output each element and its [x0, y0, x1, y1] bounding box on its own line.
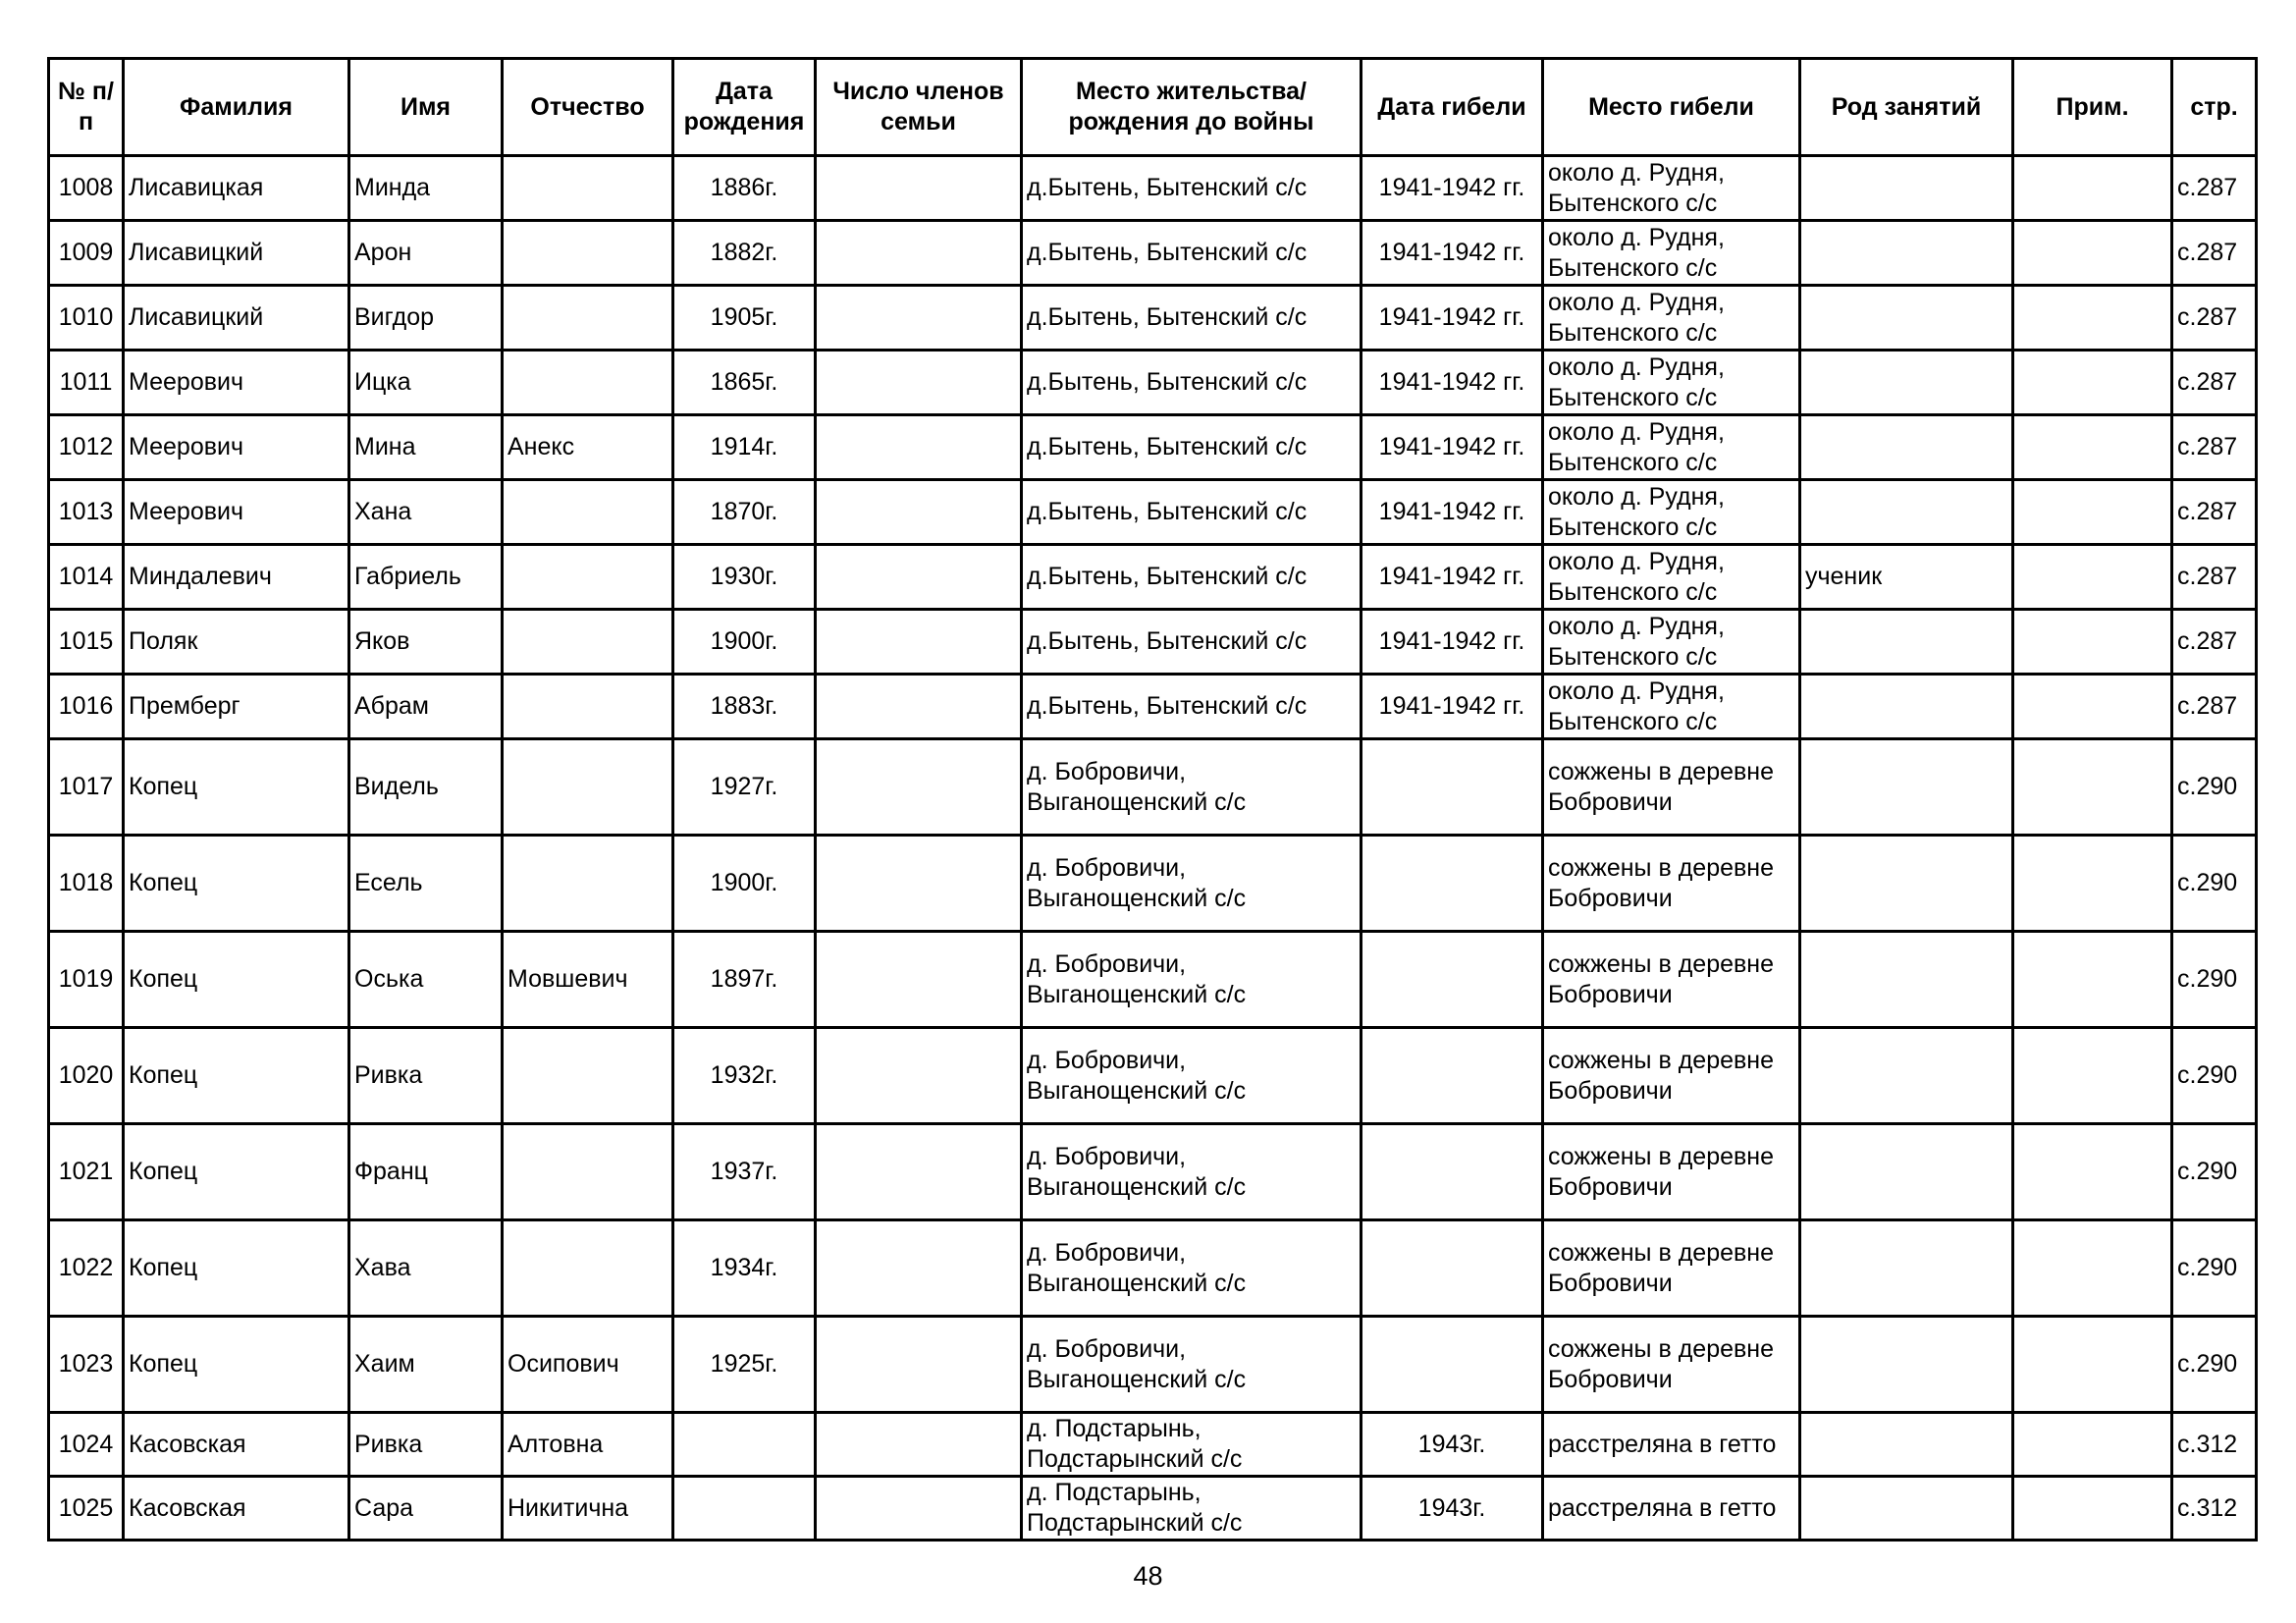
cell-death-date	[1362, 1317, 1543, 1413]
cell-note	[2013, 1124, 2172, 1220]
table-row	[49, 1413, 2257, 1477]
cell-patronymic	[503, 610, 673, 675]
cell-occupation	[1800, 156, 2013, 221]
cell-birth: 1883г.	[673, 675, 816, 739]
cell-occupation	[1800, 1220, 2013, 1317]
cell-occupation	[1800, 739, 2013, 836]
cell-num: 1009	[49, 221, 124, 286]
table-row	[49, 1220, 2257, 1317]
cell-residence: д. Подстарынь, Подстарынский с/с	[1022, 1477, 1362, 1541]
cell-death-place: около д. Рудня, Бытенского с/с	[1543, 675, 1800, 739]
cell-death-date: 1941-1942 гг.	[1362, 675, 1543, 739]
cell-note	[2013, 480, 2172, 545]
cell-note	[2013, 1413, 2172, 1477]
table-row	[49, 610, 2257, 675]
cell-family	[816, 221, 1022, 286]
cell-death-place: сожжены в деревне Бобровичи	[1543, 739, 1800, 836]
cell-num: 1013	[49, 480, 124, 545]
cell-family	[816, 415, 1022, 480]
table-row	[49, 675, 2257, 739]
cell-name: Минда	[349, 156, 503, 221]
cell-note	[2013, 545, 2172, 610]
col-header-surname: Фамилия	[124, 59, 349, 156]
cell-page: с.287	[2172, 545, 2257, 610]
cell-page: с.287	[2172, 156, 2257, 221]
cell-residence: д.Бытень, Бытенский с/с	[1022, 610, 1362, 675]
cell-patronymic: Никитична	[503, 1477, 673, 1541]
cell-name: Есель	[349, 836, 503, 932]
cell-num: 1025	[49, 1477, 124, 1541]
cell-family	[816, 156, 1022, 221]
cell-residence: д.Бытень, Бытенский с/с	[1022, 221, 1362, 286]
col-header-occupation: Род занятий	[1800, 59, 2013, 156]
cell-name: Ривка	[349, 1413, 503, 1477]
cell-residence: д. Бобровичи, Выганощенский с/с	[1022, 1317, 1362, 1413]
cell-patronymic	[503, 545, 673, 610]
cell-page: с.290	[2172, 932, 2257, 1028]
cell-num: 1012	[49, 415, 124, 480]
cell-num: 1011	[49, 351, 124, 415]
cell-occupation	[1800, 1477, 2013, 1541]
cell-note	[2013, 221, 2172, 286]
table-row	[49, 545, 2257, 610]
cell-death-date: 1941-1942 гг.	[1362, 545, 1543, 610]
cell-death-date: 1941-1942 гг.	[1362, 221, 1543, 286]
cell-death-place: около д. Рудня, Бытенского с/с	[1543, 415, 1800, 480]
cell-patronymic	[503, 480, 673, 545]
cell-birth: 1900г.	[673, 836, 816, 932]
cell-surname: Лисавицкий	[124, 221, 349, 286]
col-header-residence: Место жительства/рождения до войны	[1022, 59, 1362, 156]
cell-death-place: сожжены в деревне Бобровичи	[1543, 1317, 1800, 1413]
cell-num: 1018	[49, 836, 124, 932]
cell-name: Франц	[349, 1124, 503, 1220]
cell-occupation	[1800, 221, 2013, 286]
cell-name: Оська	[349, 932, 503, 1028]
cell-death-place: сожжены в деревне Бобровичи	[1543, 836, 1800, 932]
cell-death-date	[1362, 1220, 1543, 1317]
cell-occupation	[1800, 1028, 2013, 1124]
cell-death-place: около д. Рудня, Бытенского с/с	[1543, 480, 1800, 545]
cell-patronymic	[503, 351, 673, 415]
cell-residence: д.Бытень, Бытенский с/с	[1022, 545, 1362, 610]
cell-occupation	[1800, 1124, 2013, 1220]
cell-birth: 1932г.	[673, 1028, 816, 1124]
cell-birth: 1927г.	[673, 739, 816, 836]
cell-patronymic	[503, 1220, 673, 1317]
cell-name: Хаим	[349, 1317, 503, 1413]
col-header-note: Прим.	[2013, 59, 2172, 156]
cell-surname: Лисавицкая	[124, 156, 349, 221]
cell-occupation	[1800, 1317, 2013, 1413]
cell-num: 1015	[49, 610, 124, 675]
table-row	[49, 1124, 2257, 1220]
victims-table	[47, 57, 2258, 1542]
cell-family	[816, 932, 1022, 1028]
cell-page: с.287	[2172, 675, 2257, 739]
cell-patronymic: Осипович	[503, 1317, 673, 1413]
cell-page: с.290	[2172, 739, 2257, 836]
cell-num: 1022	[49, 1220, 124, 1317]
cell-death-date	[1362, 836, 1543, 932]
cell-birth: 1937г.	[673, 1124, 816, 1220]
cell-death-date	[1362, 1028, 1543, 1124]
table-body	[49, 156, 2257, 1541]
cell-patronymic: Анекс	[503, 415, 673, 480]
cell-note	[2013, 156, 2172, 221]
cell-death-place: около д. Рудня, Бытенского с/с	[1543, 545, 1800, 610]
cell-death-date: 1943г.	[1362, 1413, 1543, 1477]
cell-surname: Копец	[124, 836, 349, 932]
cell-occupation	[1800, 932, 2013, 1028]
cell-occupation	[1800, 1413, 2013, 1477]
cell-birth: 1914г.	[673, 415, 816, 480]
cell-name: Ицка	[349, 351, 503, 415]
cell-note	[2013, 415, 2172, 480]
cell-num: 1019	[49, 932, 124, 1028]
cell-note	[2013, 1028, 2172, 1124]
cell-page: с.287	[2172, 351, 2257, 415]
table-row	[49, 221, 2257, 286]
cell-birth: 1930г.	[673, 545, 816, 610]
cell-patronymic	[503, 836, 673, 932]
cell-residence: д. Бобровичи, Выганощенский с/с	[1022, 1124, 1362, 1220]
cell-occupation: ученик	[1800, 545, 2013, 610]
cell-death-place: около д. Рудня, Бытенского с/с	[1543, 221, 1800, 286]
cell-birth: 1900г.	[673, 610, 816, 675]
col-header-birth: Дата рождения	[673, 59, 816, 156]
cell-family	[816, 675, 1022, 739]
cell-death-place: сожжены в деревне Бобровичи	[1543, 1124, 1800, 1220]
cell-death-place: около д. Рудня, Бытенского с/с	[1543, 286, 1800, 351]
cell-surname: Меерович	[124, 415, 349, 480]
cell-note	[2013, 932, 2172, 1028]
cell-patronymic	[503, 286, 673, 351]
cell-surname: Копец	[124, 932, 349, 1028]
cell-family	[816, 739, 1022, 836]
cell-patronymic	[503, 221, 673, 286]
col-header-num: № п/п	[49, 59, 124, 156]
cell-patronymic	[503, 675, 673, 739]
page-number: 48	[1133, 1561, 1163, 1591]
cell-occupation	[1800, 480, 2013, 545]
cell-residence: д. Бобровичи, Выганощенский с/с	[1022, 836, 1362, 932]
cell-patronymic	[503, 1124, 673, 1220]
cell-death-date	[1362, 1124, 1543, 1220]
cell-patronymic: Алтовна	[503, 1413, 673, 1477]
cell-name: Видель	[349, 739, 503, 836]
cell-name: Яков	[349, 610, 503, 675]
cell-page: с.287	[2172, 480, 2257, 545]
cell-page: с.290	[2172, 1028, 2257, 1124]
cell-birth: 1886г.	[673, 156, 816, 221]
cell-name: Вигдор	[349, 286, 503, 351]
col-header-family: Число членов семьи	[816, 59, 1022, 156]
cell-death-place: расстреляна в гетто	[1543, 1477, 1800, 1541]
cell-surname: Копец	[124, 1317, 349, 1413]
cell-death-date	[1362, 739, 1543, 836]
cell-num: 1024	[49, 1413, 124, 1477]
cell-note	[2013, 1317, 2172, 1413]
cell-family	[816, 545, 1022, 610]
col-header-death-place: Место гибели	[1543, 59, 1800, 156]
cell-page: с.287	[2172, 415, 2257, 480]
cell-patronymic: Мовшевич	[503, 932, 673, 1028]
cell-surname: Касовская	[124, 1413, 349, 1477]
cell-residence: д. Бобровичи, Выганощенский с/с	[1022, 932, 1362, 1028]
cell-surname: Лисавицкий	[124, 286, 349, 351]
cell-birth	[673, 1477, 816, 1541]
cell-death-date: 1941-1942 гг.	[1362, 286, 1543, 351]
cell-page: с.312	[2172, 1413, 2257, 1477]
cell-page: с.290	[2172, 1220, 2257, 1317]
cell-residence: д. Бобровичи, Выганощенский с/с	[1022, 739, 1362, 836]
cell-note	[2013, 1220, 2172, 1317]
cell-surname: Копец	[124, 739, 349, 836]
cell-name: Арон	[349, 221, 503, 286]
cell-birth: 1925г.	[673, 1317, 816, 1413]
cell-note	[2013, 610, 2172, 675]
cell-death-date: 1941-1942 гг.	[1362, 351, 1543, 415]
cell-family	[816, 480, 1022, 545]
cell-num: 1014	[49, 545, 124, 610]
cell-occupation	[1800, 415, 2013, 480]
cell-residence: д.Бытень, Бытенский с/с	[1022, 286, 1362, 351]
cell-surname: Копец	[124, 1124, 349, 1220]
cell-birth	[673, 1413, 816, 1477]
cell-name: Сара	[349, 1477, 503, 1541]
cell-num: 1020	[49, 1028, 124, 1124]
cell-family	[816, 836, 1022, 932]
cell-death-date: 1943г.	[1362, 1477, 1543, 1541]
cell-death-place: сожжены в деревне Бобровичи	[1543, 1220, 1800, 1317]
cell-residence: д. Бобровичи, Выганощенский с/с	[1022, 1220, 1362, 1317]
table-row	[49, 836, 2257, 932]
table-row	[49, 739, 2257, 836]
cell-family	[816, 1124, 1022, 1220]
cell-page: с.287	[2172, 221, 2257, 286]
table-row	[49, 480, 2257, 545]
cell-surname: Копец	[124, 1220, 349, 1317]
col-header-name: Имя	[349, 59, 503, 156]
cell-surname: Миндалевич	[124, 545, 349, 610]
cell-family	[816, 610, 1022, 675]
cell-death-place: около д. Рудня, Бытенского с/с	[1543, 610, 1800, 675]
cell-family	[816, 1413, 1022, 1477]
cell-note	[2013, 286, 2172, 351]
cell-residence: д.Бытень, Бытенский с/с	[1022, 675, 1362, 739]
cell-residence: д.Бытень, Бытенский с/с	[1022, 480, 1362, 545]
cell-num: 1010	[49, 286, 124, 351]
cell-name: Габриель	[349, 545, 503, 610]
cell-patronymic	[503, 739, 673, 836]
cell-surname: Меерович	[124, 351, 349, 415]
cell-num: 1008	[49, 156, 124, 221]
cell-residence: д.Бытень, Бытенский с/с	[1022, 415, 1362, 480]
cell-occupation	[1800, 675, 2013, 739]
cell-birth: 1897г.	[673, 932, 816, 1028]
cell-patronymic	[503, 1028, 673, 1124]
table-row	[49, 286, 2257, 351]
cell-note	[2013, 675, 2172, 739]
cell-death-date: 1941-1942 гг.	[1362, 156, 1543, 221]
cell-occupation	[1800, 286, 2013, 351]
table-row	[49, 932, 2257, 1028]
cell-death-place: расстреляна в гетто	[1543, 1413, 1800, 1477]
cell-num: 1021	[49, 1124, 124, 1220]
cell-name: Мина	[349, 415, 503, 480]
table-row	[49, 1028, 2257, 1124]
table-row	[49, 1477, 2257, 1541]
cell-occupation	[1800, 351, 2013, 415]
cell-residence: д.Бытень, Бытенский с/с	[1022, 351, 1362, 415]
cell-residence: д. Бобровичи, Выганощенский с/с	[1022, 1028, 1362, 1124]
col-header-page: стр.	[2172, 59, 2257, 156]
cell-page: с.290	[2172, 1317, 2257, 1413]
cell-death-date: 1941-1942 гг.	[1362, 610, 1543, 675]
cell-death-date: 1941-1942 гг.	[1362, 480, 1543, 545]
cell-page: с.287	[2172, 610, 2257, 675]
cell-num: 1016	[49, 675, 124, 739]
cell-birth: 1870г.	[673, 480, 816, 545]
cell-family	[816, 351, 1022, 415]
cell-death-place: около д. Рудня, Бытенского с/с	[1543, 156, 1800, 221]
cell-birth: 1882г.	[673, 221, 816, 286]
cell-surname: Копец	[124, 1028, 349, 1124]
cell-name: Хава	[349, 1220, 503, 1317]
cell-patronymic	[503, 156, 673, 221]
cell-num: 1017	[49, 739, 124, 836]
cell-death-date: 1941-1942 гг.	[1362, 415, 1543, 480]
cell-family	[816, 1028, 1022, 1124]
cell-page: с.287	[2172, 286, 2257, 351]
cell-note	[2013, 351, 2172, 415]
cell-name: Хана	[349, 480, 503, 545]
cell-occupation	[1800, 836, 2013, 932]
cell-birth: 1934г.	[673, 1220, 816, 1317]
cell-birth: 1905г.	[673, 286, 816, 351]
cell-page: с.290	[2172, 1124, 2257, 1220]
table-row	[49, 156, 2257, 221]
cell-surname: Меерович	[124, 480, 349, 545]
cell-death-place: около д. Рудня, Бытенского с/с	[1543, 351, 1800, 415]
cell-page: с.312	[2172, 1477, 2257, 1541]
cell-family	[816, 286, 1022, 351]
cell-family	[816, 1477, 1022, 1541]
cell-note	[2013, 739, 2172, 836]
cell-surname: Поляк	[124, 610, 349, 675]
cell-death-place: сожжены в деревне Бобровичи	[1543, 932, 1800, 1028]
cell-surname: Премберг	[124, 675, 349, 739]
header-row	[49, 59, 2257, 156]
cell-num: 1023	[49, 1317, 124, 1413]
cell-birth: 1865г.	[673, 351, 816, 415]
cell-family	[816, 1317, 1022, 1413]
table-row	[49, 1317, 2257, 1413]
table-row	[49, 351, 2257, 415]
cell-name: Абрам	[349, 675, 503, 739]
cell-note	[2013, 836, 2172, 932]
cell-surname: Касовская	[124, 1477, 349, 1541]
cell-name: Ривка	[349, 1028, 503, 1124]
cell-residence: д. Подстарынь, Подстарынский с/с	[1022, 1413, 1362, 1477]
cell-residence: д.Бытень, Бытенский с/с	[1022, 156, 1362, 221]
cell-occupation	[1800, 610, 2013, 675]
cell-death-date	[1362, 932, 1543, 1028]
col-header-death-date: Дата гибели	[1362, 59, 1543, 156]
col-header-patronymic: Отчество	[503, 59, 673, 156]
cell-death-place: сожжены в деревне Бобровичи	[1543, 1028, 1800, 1124]
cell-note	[2013, 1477, 2172, 1541]
cell-page: с.290	[2172, 836, 2257, 932]
table-row	[49, 415, 2257, 480]
cell-family	[816, 1220, 1022, 1317]
